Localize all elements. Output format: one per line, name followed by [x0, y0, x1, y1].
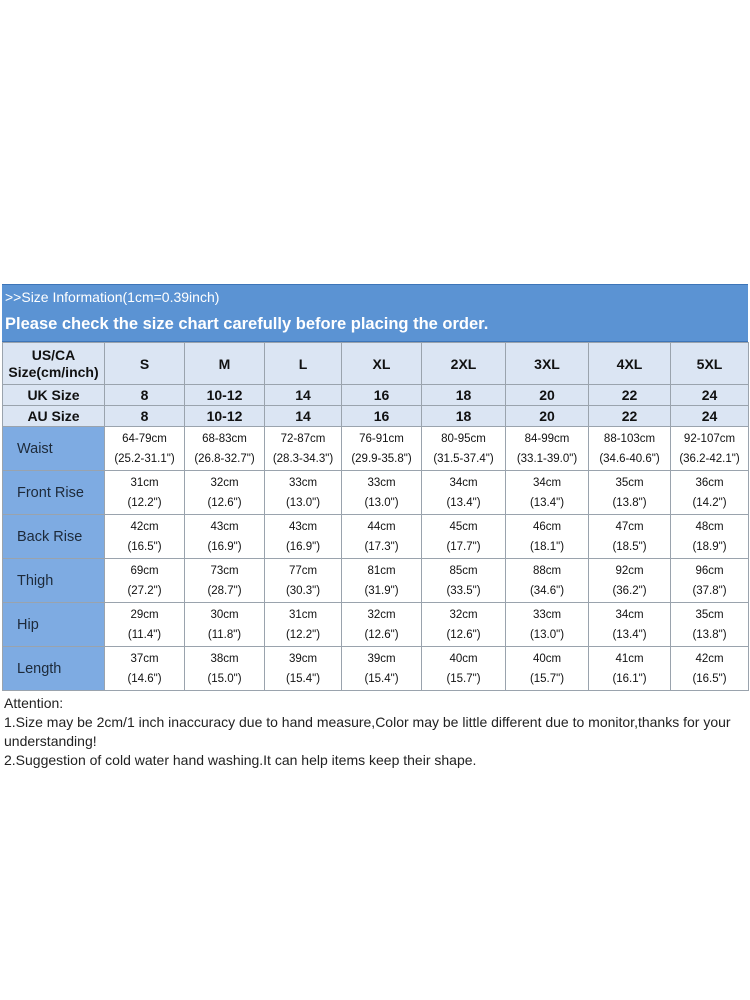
measurement-cell	[105, 515, 185, 559]
uk-size-value: 24	[671, 385, 749, 406]
size-notice-header: Please check the size chart carefully before placing the order.	[2, 309, 748, 342]
measurement-inch: (13.0")	[285, 496, 321, 509]
measurement-cell	[185, 471, 265, 515]
measurement-inch: (11.4")	[127, 628, 162, 641]
size-col-header: M	[185, 343, 265, 385]
measurement-cell	[671, 427, 749, 471]
measurement-inch: (13.8")	[692, 628, 727, 641]
measurement-inch: (17.7")	[446, 540, 481, 553]
size-col-header: S	[105, 343, 185, 385]
measurement-row	[3, 647, 749, 691]
measurement-inch: (12.6")	[364, 628, 399, 641]
size-col-header: L	[265, 343, 342, 385]
uk-size-value: 14	[265, 385, 342, 406]
measurement-inch: (15.0")	[207, 672, 242, 685]
measurement-cell	[671, 603, 749, 647]
measurement-cm: 43cm	[210, 520, 239, 533]
measurement-cm: 32cm	[449, 608, 478, 621]
measurement-cell	[671, 559, 749, 603]
measurement-cell	[105, 427, 185, 471]
measurement-label: Length	[3, 647, 105, 691]
measurement-inch: (26.8-32.7")	[194, 452, 255, 465]
measurement-cell	[422, 427, 506, 471]
measurement-inch: (16.9")	[207, 540, 242, 553]
measurement-cell	[105, 471, 185, 515]
measurement-inch: (16.5")	[692, 672, 727, 685]
measurement-cm: 29cm	[130, 608, 159, 621]
size-col-header: 3XL	[506, 343, 589, 385]
measurement-cm: 42cm	[130, 520, 159, 533]
measurement-label: Back Rise	[3, 515, 105, 559]
measurement-inch: (13.4")	[612, 628, 647, 641]
measurement-cell	[589, 471, 671, 515]
measurement-cell	[422, 559, 506, 603]
measurement-cell	[506, 647, 589, 691]
measurement-cm: 44cm	[367, 520, 396, 533]
measurement-inch: (33.1-39.0")	[516, 452, 578, 465]
measurement-cell	[342, 603, 422, 647]
measurement-inch: (16.1")	[612, 672, 647, 685]
measurement-inch: (28.3-34.3")	[272, 452, 334, 465]
size-col-header: 5XL	[671, 343, 749, 385]
measurement-inch: (18.9")	[692, 540, 727, 553]
measurement-inch: (13.4")	[446, 496, 481, 509]
measurement-row	[3, 471, 749, 515]
measurement-cm: 88cm	[532, 564, 562, 577]
uk-size-value: 10-12	[185, 385, 265, 406]
measurement-cell	[671, 515, 749, 559]
measurement-inch: (25.2-31.1")	[114, 452, 175, 465]
measurement-cm: 40cm	[449, 652, 478, 665]
measurement-inch: (17.3")	[364, 540, 399, 553]
measurement-row	[3, 427, 749, 471]
measurement-cell	[422, 471, 506, 515]
size-header-row	[3, 343, 749, 385]
attention-title: Attention:	[4, 695, 64, 711]
measurement-cell	[185, 647, 265, 691]
au-size-value: 24	[671, 406, 749, 427]
measurement-cell	[589, 427, 671, 471]
measurement-cm: 85cm	[449, 564, 478, 577]
measurement-cm: 35cm	[615, 476, 644, 489]
measurement-inch: (13.8")	[612, 496, 647, 509]
measurement-inch: (18.1")	[529, 540, 565, 553]
measurement-inch: (28.7")	[207, 584, 242, 597]
measurement-inch: (16.9")	[285, 540, 321, 553]
au-size-value: 10-12	[185, 406, 265, 427]
measurement-cm: 92-107cm	[683, 432, 736, 445]
measurement-inch: (36.2-42.1")	[679, 452, 740, 465]
uk-size-label: UK Size	[3, 385, 105, 406]
au-size-value: 16	[342, 406, 422, 427]
uk-size-value: 18	[422, 385, 506, 406]
measurement-inch: (12.6")	[446, 628, 481, 641]
measurement-cell	[589, 515, 671, 559]
uk-size-value: 20	[506, 385, 589, 406]
measurement-cm: 92cm	[615, 564, 644, 577]
measurement-inch: (13.4")	[529, 496, 565, 509]
measurement-cm: 76-91cm	[359, 432, 404, 445]
measurement-cm: 39cm	[367, 652, 396, 665]
measurement-inch: (15.7")	[529, 672, 565, 685]
measurement-cm: 31cm	[130, 476, 159, 489]
measurement-inch: (16.5")	[127, 540, 162, 553]
measurement-cell	[265, 471, 342, 515]
measurement-cm: 33cm	[367, 476, 396, 489]
measurement-inch: (31.5-37.4")	[433, 452, 494, 465]
measurement-cm: 88-103cm	[603, 432, 656, 445]
measurement-cm: 40cm	[532, 652, 562, 665]
measurement-inch: (12.6")	[207, 496, 242, 509]
measurement-cm: 33cm	[532, 608, 562, 621]
measurement-cell	[265, 647, 342, 691]
measurement-label: Front Rise	[3, 471, 105, 515]
size-table	[2, 342, 749, 691]
uk-size-row	[3, 385, 749, 406]
measurement-cm: 47cm	[615, 520, 644, 533]
measurement-cm: 68-83cm	[202, 432, 247, 445]
size-col-header: 4XL	[589, 343, 671, 385]
size-col-header: XL	[342, 343, 422, 385]
measurement-cm: 80-95cm	[441, 432, 486, 445]
measurement-cell	[342, 427, 422, 471]
measurement-row	[3, 559, 749, 603]
measurement-inch: (30.3")	[285, 584, 321, 597]
measurement-cm: 64-79cm	[122, 432, 167, 445]
measurement-inch: (37.8")	[692, 584, 727, 597]
measurement-cm: 69cm	[130, 564, 159, 577]
measurement-cm: 34cm	[532, 476, 562, 489]
measurement-label: Hip	[3, 603, 105, 647]
measurement-inch: (34.6-40.6")	[599, 452, 660, 465]
measurement-cm: 32cm	[210, 476, 239, 489]
measurement-cell	[342, 515, 422, 559]
measurement-cell	[105, 647, 185, 691]
measurement-label: Waist	[3, 427, 105, 471]
measurement-cm: 31cm	[288, 608, 318, 621]
measurement-cell	[589, 647, 671, 691]
measurement-inch: (12.2")	[127, 496, 162, 509]
measurement-inch: (27.2")	[127, 584, 162, 597]
measurement-inch: (29.9-35.8")	[351, 452, 412, 465]
attention-notes	[2, 694, 748, 770]
measurement-row	[3, 603, 749, 647]
measurement-cm: 33cm	[288, 476, 318, 489]
measurement-inch: (13.0")	[529, 628, 565, 641]
measurement-cell	[671, 647, 749, 691]
measurement-cm: 35cm	[695, 608, 724, 621]
measurement-cell	[589, 603, 671, 647]
measurement-cell	[185, 603, 265, 647]
au-size-row	[3, 406, 749, 427]
size-table-body	[3, 343, 749, 691]
measurement-cell	[105, 603, 185, 647]
measurement-cm: 45cm	[449, 520, 478, 533]
measurement-cell	[265, 427, 342, 471]
measurement-cell	[265, 559, 342, 603]
au-size-value: 22	[589, 406, 671, 427]
measurement-inch: (14.2")	[692, 496, 727, 509]
au-size-value: 18	[422, 406, 506, 427]
measurement-inch: (12.2")	[285, 628, 321, 641]
uk-size-value: 8	[105, 385, 185, 406]
measurement-cm: 73cm	[210, 564, 239, 577]
attention-line-2: 2.Suggestion of cold water hand washing.It can help items keep their shape.	[4, 752, 477, 768]
measurement-cell	[342, 559, 422, 603]
measurement-cell	[422, 647, 506, 691]
measurement-cm: 34cm	[449, 476, 478, 489]
measurement-cell	[185, 515, 265, 559]
measurement-cm: 41cm	[615, 652, 644, 665]
measurement-cm: 38cm	[210, 652, 239, 665]
measurement-cm: 32cm	[367, 608, 396, 621]
attention-line-1: 1.Size may be 2cm/1 inch inaccuracy due to hand measure,Color may be little different due to monitor,thanks for your understanding!	[4, 714, 731, 749]
measurement-cell	[589, 559, 671, 603]
au-size-value: 14	[265, 406, 342, 427]
measurement-cm: 43cm	[288, 520, 318, 533]
measurement-cm: 77cm	[288, 564, 318, 577]
measurement-cell	[105, 559, 185, 603]
au-size-value: 20	[506, 406, 589, 427]
uk-size-value: 16	[342, 385, 422, 406]
measurement-cm: 46cm	[532, 520, 562, 533]
measurement-inch: (15.4")	[364, 672, 399, 685]
measurement-cm: 39cm	[288, 652, 318, 665]
measurement-cell	[671, 471, 749, 515]
measurement-cm: 81cm	[367, 564, 396, 577]
measurement-inch: (18.5")	[612, 540, 647, 553]
measurement-cm: 84-99cm	[524, 432, 570, 445]
measurement-cell	[265, 603, 342, 647]
measurement-cm: 48cm	[695, 520, 724, 533]
measurement-inch: (15.4")	[285, 672, 321, 685]
measurement-inch: (31.9")	[364, 584, 399, 597]
measurement-cell	[422, 515, 506, 559]
measurement-inch: (14.6")	[127, 672, 162, 685]
measurement-label: Thigh	[3, 559, 105, 603]
measurement-inch: (13.0")	[364, 496, 399, 509]
au-size-value: 8	[105, 406, 185, 427]
measurement-cm: 42cm	[695, 652, 724, 665]
measurement-cell	[342, 471, 422, 515]
measurement-inch: (11.8")	[207, 628, 242, 641]
measurement-cm: 34cm	[615, 608, 644, 621]
measurement-cell	[506, 427, 589, 471]
measurement-cell	[422, 603, 506, 647]
measurement-cell	[506, 559, 589, 603]
measurement-row	[3, 515, 749, 559]
size-col-header: 2XL	[422, 343, 506, 385]
au-size-label: AU Size	[3, 406, 105, 427]
measurement-cell	[265, 515, 342, 559]
measurement-cm: 72-87cm	[280, 432, 326, 445]
measurement-cell	[506, 515, 589, 559]
measurement-cm: 37cm	[130, 652, 159, 665]
measurement-cell	[342, 647, 422, 691]
measurement-cm: 36cm	[695, 476, 724, 489]
measurement-cell	[185, 427, 265, 471]
measurement-cell	[506, 471, 589, 515]
size-info-header: >>Size Information(1cm=0.39inch)	[2, 284, 748, 309]
measurement-cm: 96cm	[695, 564, 724, 577]
measurement-inch: (34.6")	[529, 584, 565, 597]
measurement-cell	[506, 603, 589, 647]
measurement-inch: (33.5")	[446, 584, 481, 597]
size-chart	[2, 284, 748, 770]
measurement-inch: (15.7")	[446, 672, 481, 685]
uk-size-value: 22	[589, 385, 671, 406]
measurement-cell	[185, 559, 265, 603]
measurement-cm: 30cm	[210, 608, 239, 621]
size-header-cell: US/CA Size(cm/inch)	[3, 343, 105, 385]
measurement-inch: (36.2")	[612, 584, 647, 597]
